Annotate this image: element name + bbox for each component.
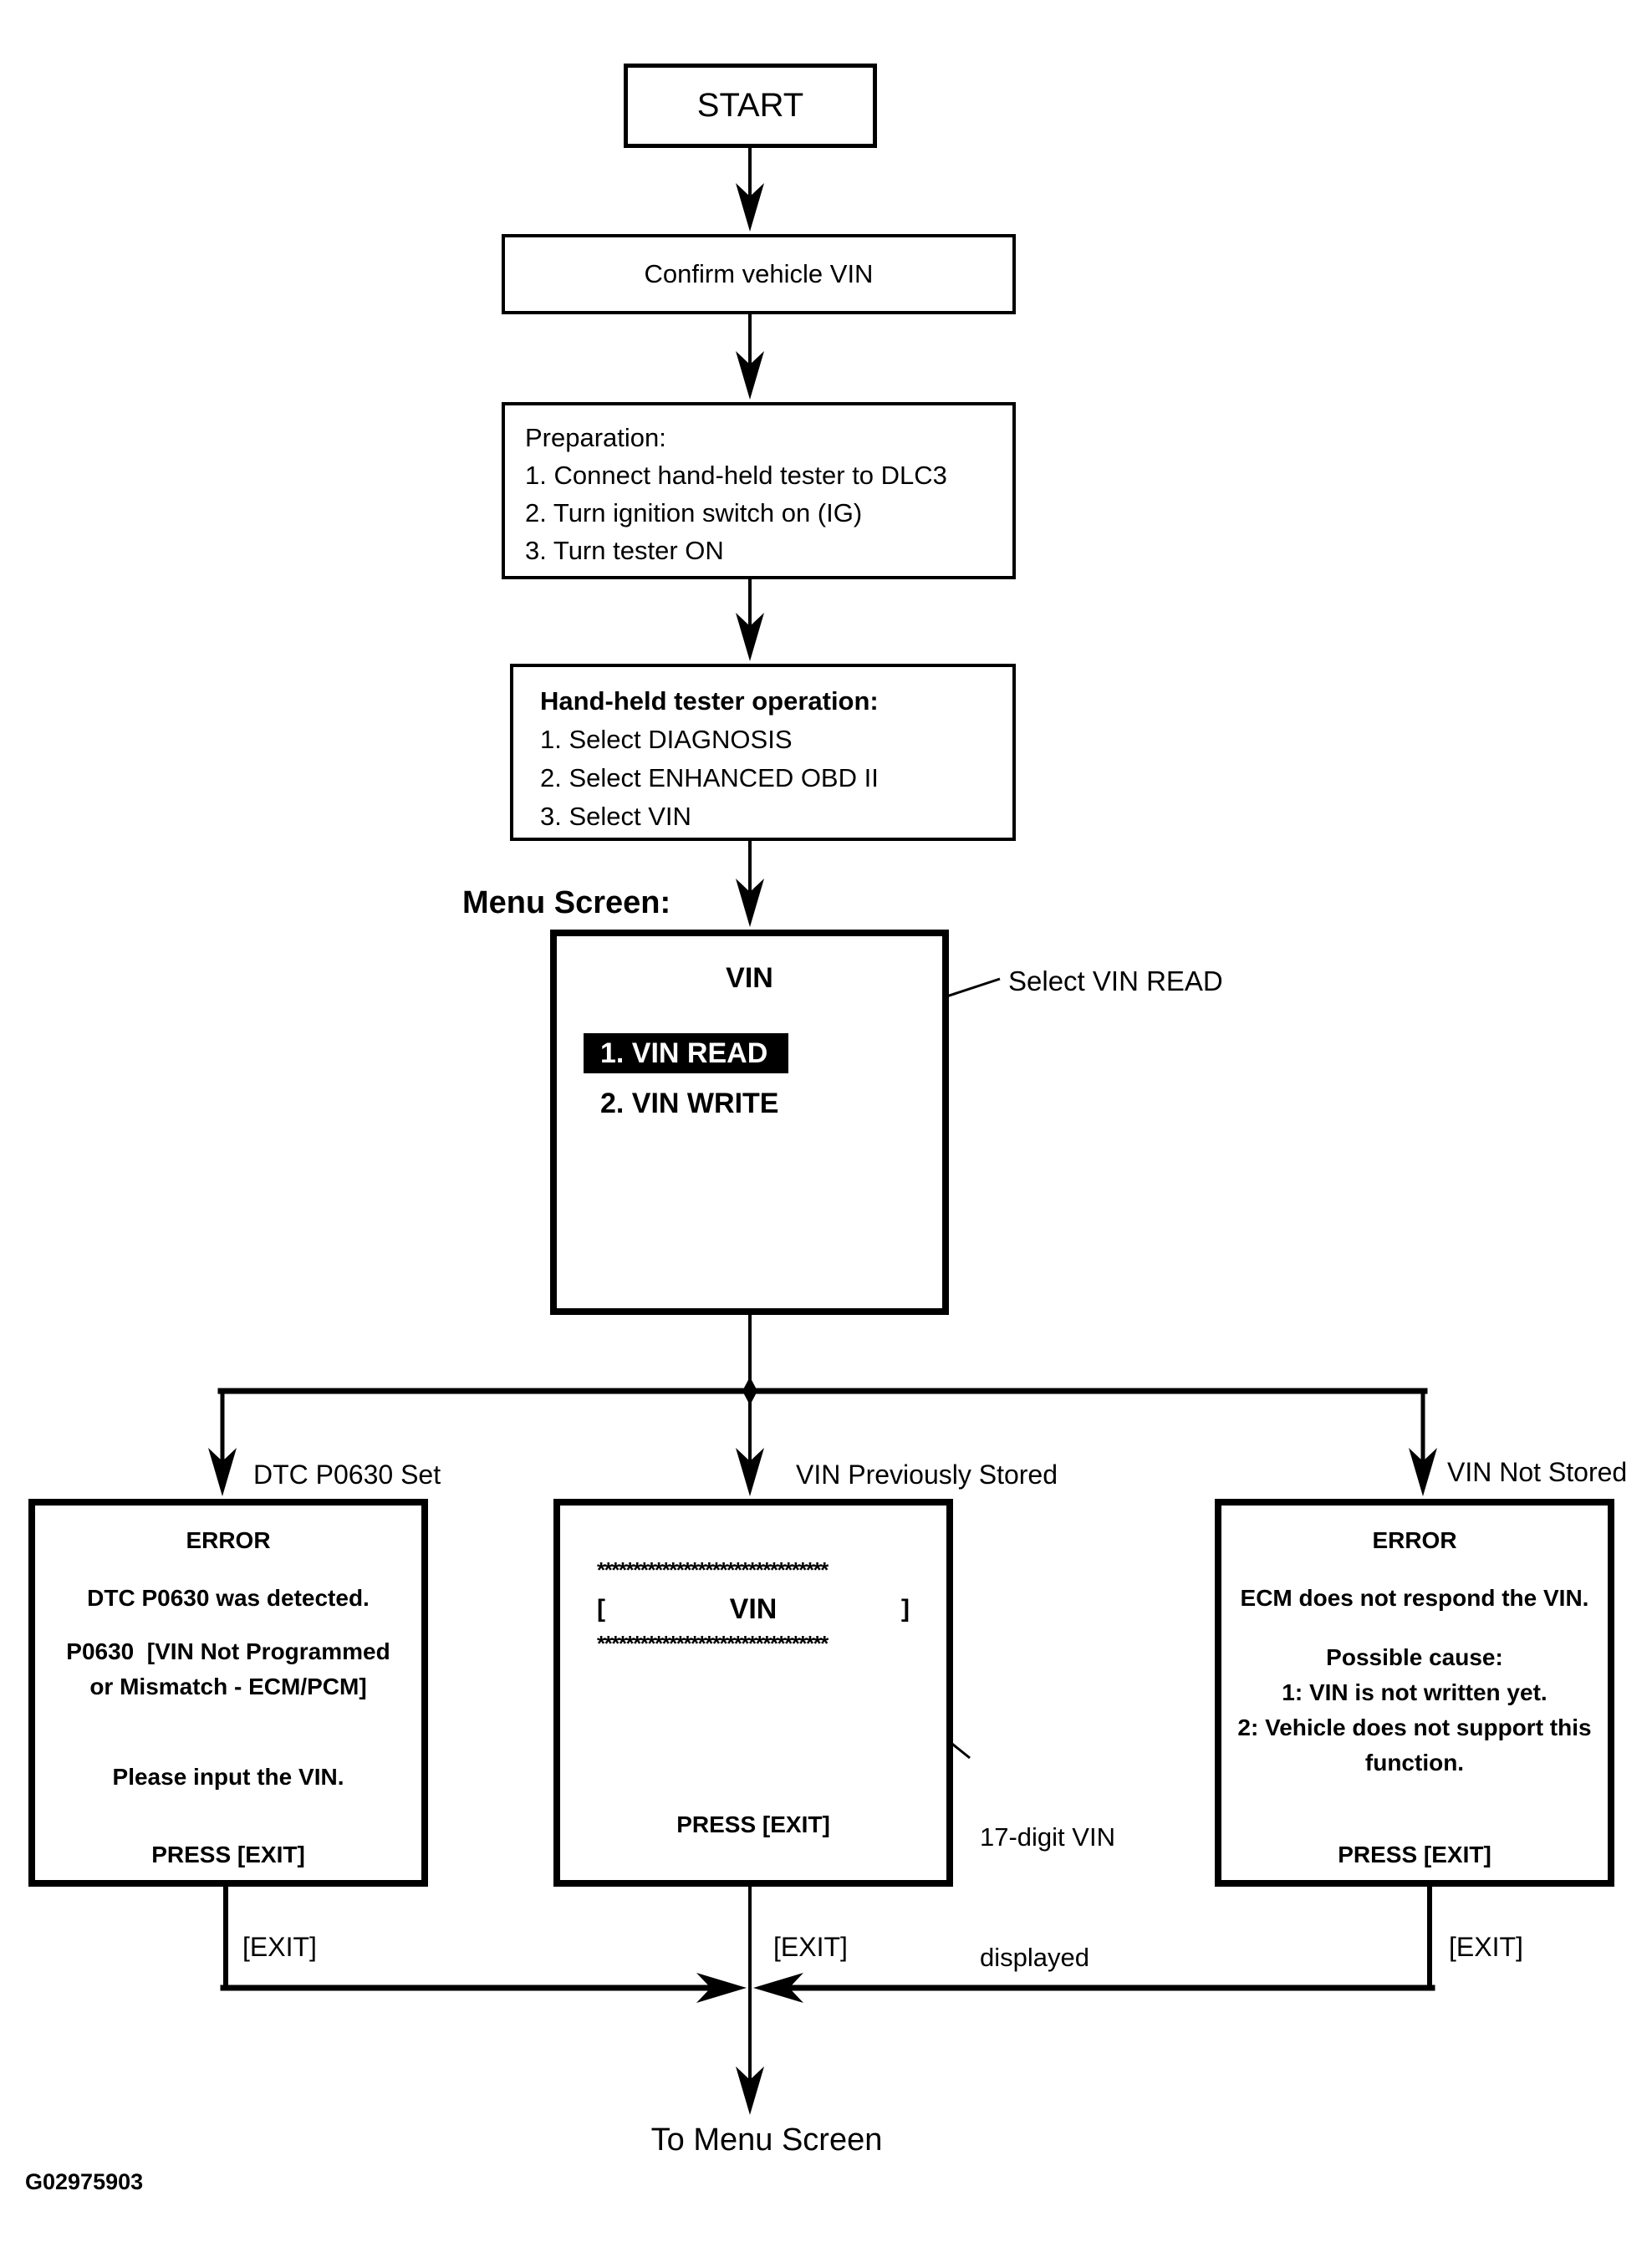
vin-bracket-close: ] [901,1595,910,1623]
confirm-vin-node [502,234,1016,314]
figure-id: G02975903 [25,2169,144,2194]
error-right-line-2: Possible cause: [1326,1644,1503,1670]
menu-item-vin-read-highlighted: 1. VIN READ [584,1033,788,1073]
vin-display-node [553,1499,953,1887]
seventeen-digit-vin-callout [980,1737,1115,2058]
error-right-press-exit: PRESS [EXIT] [1338,1842,1491,1867]
error-left-line-1: DTC P0630 was detected. [87,1585,370,1611]
tester-step-1: 1. Select DIAGNOSIS [540,725,793,754]
vin-display-vin-label: VIN [729,1592,778,1625]
vin-display-press-exit: PRESS [EXIT] [676,1811,830,1837]
preparation-title: Preparation: [525,423,666,452]
branch-label-dtc-p0630-set: DTC P0630 Set [253,1460,441,1490]
menu-item-vin-write: 2. VIN WRITE [600,1088,779,1119]
branch-label-vin-previously-stored: VIN Previously Stored [796,1460,1058,1490]
vin-bracket-open: [ [597,1595,605,1623]
error-right-line-5: function. [1364,1750,1465,1776]
tester-step-3: 3. Select VIN [540,802,691,831]
branch-label-vin-not-stored: VIN Not Stored [1447,1457,1628,1487]
error-left-line-4: Please input the VIN. [112,1764,344,1790]
exit-label-left: [EXIT] [242,1932,317,1962]
error-left-press-exit: PRESS [EXIT] [151,1842,305,1867]
preparation-step-2: 2. Turn ignition switch on (IG) [525,498,863,527]
error-left-line-2: P0630 [VIN Not Programmed [66,1638,390,1664]
start-label: START [696,87,804,124]
error-right-line-3: 1: VIN is not written yet. [1282,1679,1547,1705]
exit-label-right: [EXIT] [1449,1932,1523,1962]
menu-screen-label: Menu Screen: [462,885,671,920]
select-vin-read-callout: Select VIN READ [1008,966,1223,996]
vin-display-row [597,1591,910,1628]
vin-display-stars-top: ******************************** [597,1557,828,1582]
error-right-line-1: ECM does not respond the VIN. [1240,1585,1589,1611]
tester-operation-title: Hand-held tester operation: [540,686,879,716]
menu-title: VIN [726,962,773,994]
confirm-vin-label: Confirm vehicle VIN [644,259,874,288]
preparation-step-3: 3. Turn tester ON [525,536,724,565]
error-right-line-4: 2: Vehicle does not support this [1237,1714,1592,1740]
error-left-title: ERROR [186,1527,271,1553]
tester-step-2: 2. Select ENHANCED OBD II [540,763,879,792]
preparation-step-1: 1. Connect hand-held tester to DLC3 [525,461,947,490]
tester-operation-node [510,664,1016,841]
error-ecm-no-response-node [1215,1499,1614,1887]
menu-screen-node [550,930,949,1315]
error-dtc-p0630-node [28,1499,428,1887]
start-node [624,64,877,148]
error-right-title: ERROR [1372,1527,1457,1553]
error-left-line-3: or Mismatch - ECM/PCM] [89,1674,367,1699]
seventeen-digit-vin-line-1: 17-digit VIN [980,1822,1115,1852]
seventeen-digit-vin-line-2: displayed [980,1943,1089,1972]
to-menu-screen-label: To Menu Screen [650,2122,883,2158]
vin-display-stars-bottom: ******************************** [597,1631,828,1656]
preparation-node [502,402,1016,579]
exit-label-middle: [EXIT] [773,1932,848,1962]
